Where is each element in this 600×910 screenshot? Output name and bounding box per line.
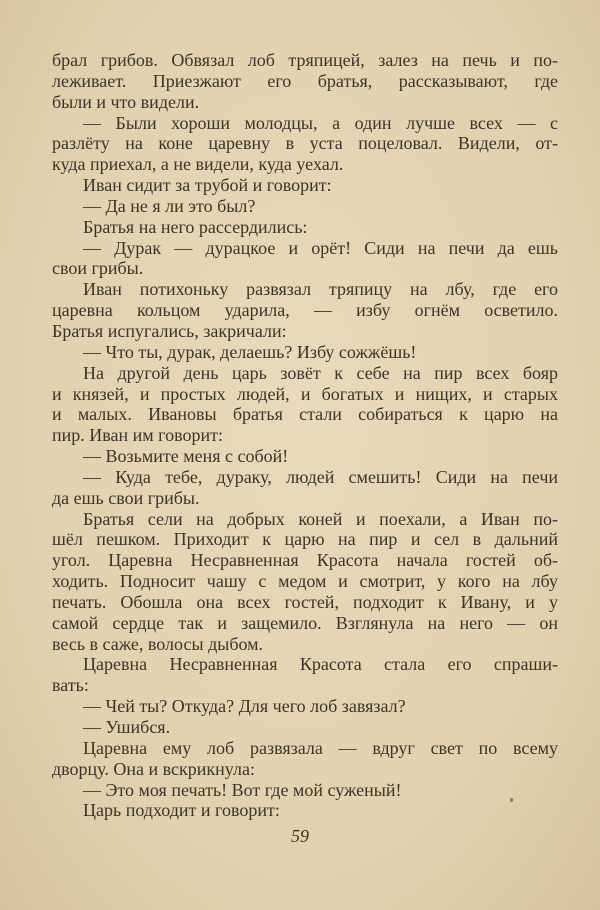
text-line: Иван потихоньку развязал тряпицу на лбу, где его xyxy=(83,279,558,300)
text-line: Царевна ему лоб развязала — вдруг свет по всему xyxy=(83,737,558,758)
text-line: разлёту на коне царевну в уста поцеловал. Видели, от- xyxy=(52,133,558,154)
text-line: — Да не я ли это был? xyxy=(83,195,256,216)
text-line: пир. Иван им говорит: xyxy=(52,425,223,446)
text-line: Братья на него рассердились: xyxy=(83,216,308,237)
text-line: свои грибы. xyxy=(52,258,144,279)
text-line: Братья сели на добрых коней и поехали, а Иван по- xyxy=(83,508,558,529)
text-line: — Что ты, дурак, делаешь? Избу сожжёшь! xyxy=(83,341,417,362)
text-line: Иван сидит за трубой и говорит: xyxy=(83,175,332,196)
text-line: шёл пешком. Приходит к царю на пир и сел в дальний xyxy=(52,529,558,550)
text-line: и малых. Ивановы братья стали собираться к царю на xyxy=(52,404,558,425)
paper-speck xyxy=(510,798,513,802)
page-text xyxy=(52,50,558,821)
text-line: были и что видели. xyxy=(52,91,200,112)
text-line: брал грибов. Обвязал лоб тряпицей, залез на печь и по- xyxy=(52,50,558,70)
text-line: самой сердце так и защемило. Взглянула на него — он xyxy=(52,612,558,633)
text-line: да ешь свои грибы. xyxy=(52,487,200,508)
text-line: — Это моя печать! Вот где мой суженый! xyxy=(83,779,402,800)
text-line: — Куда тебе, дураку, людей смешить! Сиди на печи xyxy=(83,466,558,487)
text-line: Братья испугались, закричали: xyxy=(52,320,287,341)
text-line: царевна кольцом ударила, — избу огнём осветило. xyxy=(52,300,558,321)
text-line: — Чей ты? Откуда? Для чего лоб завязал? xyxy=(83,696,406,717)
text-line: леживает. Приезжают его братья, рассказывают, где xyxy=(52,70,558,91)
page-number: 59 xyxy=(291,826,309,846)
text-line: — Дурак — дурацкое и орёт! Сиди на печи да ешь xyxy=(83,237,558,258)
text-line: печать. Обошла она всех гостей, подходит к Ивану, и у xyxy=(52,591,558,612)
text-line: — Были хороши молодцы, а один лучше всех — с xyxy=(83,112,558,133)
text-line: Царевна Несравненная Красота стала его спраши- xyxy=(83,654,558,675)
text-line: Царь подходит и говорит: xyxy=(83,800,280,821)
text-line: и князей, и простых людей, и богатых и нищих, и старых xyxy=(52,383,558,404)
text-line: дворцу. Она и вскрикнула: xyxy=(52,758,255,779)
text-line: куда приехал, а не видели, куда уехал. xyxy=(52,154,344,175)
text-line: вать: xyxy=(52,675,89,696)
text-line: угол. Царевна Несравненная Красота начала гостей об- xyxy=(52,550,558,571)
text-line: — Возьмите меня с собой! xyxy=(83,446,289,467)
text-line: На другой день царь зовёт к себе на пир всех бояр xyxy=(83,362,558,383)
text-line: — Ушибся. xyxy=(83,717,171,737)
text-line: ходить. Подносит чашу с медом и смотрит, у кого на лбу xyxy=(52,571,558,592)
text-line: весь в саже, волосы дыбом. xyxy=(52,633,264,654)
